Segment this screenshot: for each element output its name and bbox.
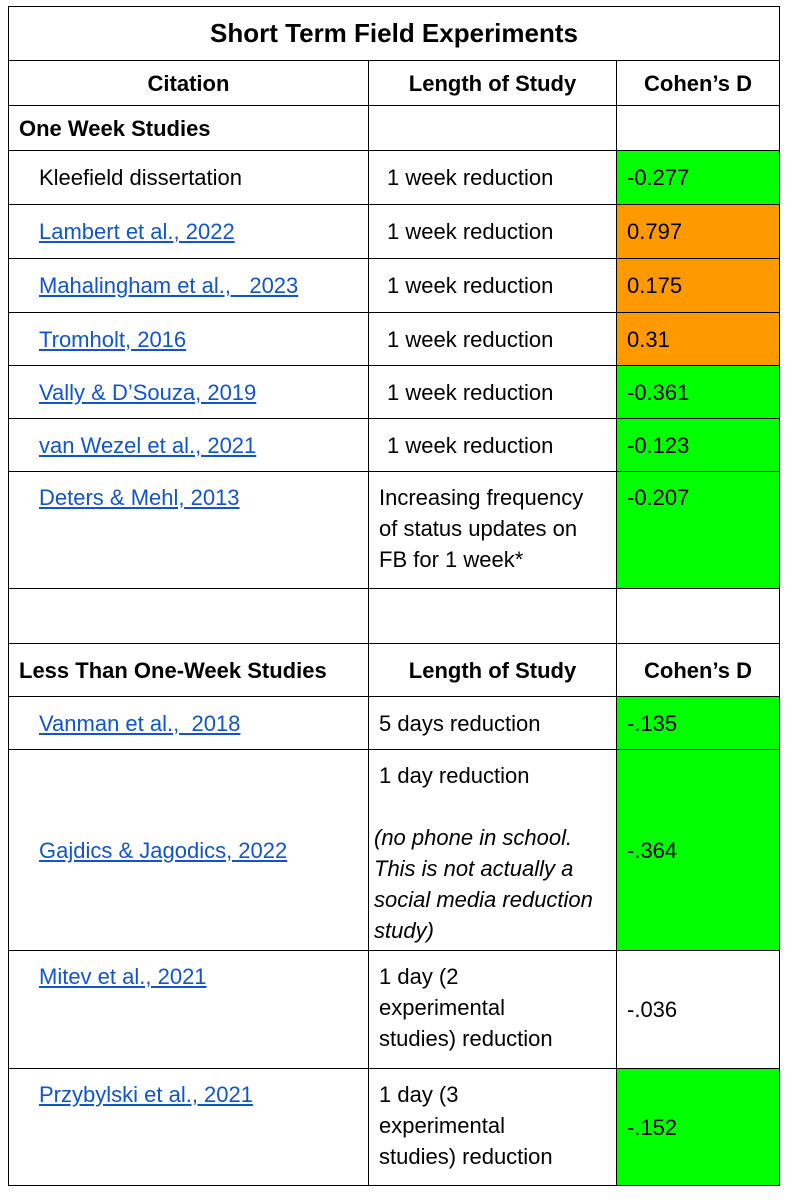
empty-cell xyxy=(617,106,780,151)
length-line: FB for 1 week* xyxy=(379,547,524,572)
section-label-one-week: One Week Studies xyxy=(9,106,369,151)
length-cell: 1 week reduction xyxy=(369,419,617,472)
citation-link[interactable]: Vanman et al., 2018 xyxy=(39,710,241,736)
length-line: experimental xyxy=(379,995,505,1020)
table-row xyxy=(9,151,780,205)
citation-cell xyxy=(9,951,369,1069)
citation-link[interactable]: Gajdics & Jagodics, 2022 xyxy=(39,837,288,863)
table-row xyxy=(9,472,780,589)
cohens-d-cell: 0.31 xyxy=(617,313,780,366)
length-line: Increasing frequency xyxy=(379,485,584,510)
citation-text: Kleefield dissertation xyxy=(39,165,243,190)
length-line: studies) reduction xyxy=(379,1144,553,1169)
cohens-d-cell: -.135 xyxy=(617,697,780,750)
cohens-d-cell: -0.277 xyxy=(617,151,780,205)
citation-header: Citation xyxy=(9,61,369,106)
length-line: 1 day (3 xyxy=(379,1082,459,1107)
spacer-row xyxy=(9,589,780,644)
citation-cell xyxy=(9,750,369,951)
citation-cell xyxy=(9,697,369,750)
length-cell xyxy=(369,472,617,589)
length-cell: 1 week reduction xyxy=(369,366,617,419)
table-row xyxy=(9,750,780,951)
blank-line xyxy=(374,791,616,822)
citation-link[interactable]: van Wezel et al., 2021 xyxy=(39,432,257,458)
citation-link[interactable]: Mitev et al., 2021 xyxy=(39,964,207,989)
table-row xyxy=(9,1069,780,1186)
cohens-d-cell: -.152 xyxy=(617,1069,780,1186)
cohens-d-cell: -0.123 xyxy=(617,419,780,472)
length-cell xyxy=(369,951,617,1069)
length-line: 1 day reduction xyxy=(379,763,530,788)
length-line: experimental xyxy=(379,1113,505,1138)
citation-cell xyxy=(9,419,369,472)
length-line: studies) reduction xyxy=(379,1026,553,1051)
cohens-d-cell: -0.361 xyxy=(617,366,780,419)
citation-cell xyxy=(9,205,369,259)
length-note-line: This is not actually a xyxy=(374,856,574,881)
length-header: Length of Study xyxy=(369,644,617,697)
cohens-d-cell: 0.175 xyxy=(617,259,780,313)
table-title: Short Term Field Experiments xyxy=(9,7,780,61)
citation-link[interactable]: Deters & Mehl, 2013 xyxy=(39,485,240,510)
length-cell xyxy=(369,750,617,951)
citation-link[interactable]: Vally & D’Souza, 2019 xyxy=(39,379,257,405)
citation-link[interactable]: Lambert et al., 2022 xyxy=(39,219,235,244)
citation-link[interactable]: Mahalingham et al., 2023 xyxy=(39,273,299,298)
length-cell: 1 week reduction xyxy=(369,205,617,259)
length-header: Length of Study xyxy=(369,61,617,106)
section-label-less-than-one-week: Less Than One-Week Studies xyxy=(9,644,369,697)
length-note-line: social media reduction xyxy=(374,887,593,912)
length-cell: 5 days reduction xyxy=(369,697,617,750)
citation-cell xyxy=(9,366,369,419)
table-row xyxy=(9,951,780,1069)
length-note-line: study) xyxy=(374,918,434,943)
citation-cell xyxy=(9,1069,369,1186)
table-row xyxy=(9,205,780,259)
cohens-d-header: Cohen’s D xyxy=(617,61,780,106)
citation-link[interactable]: Tromholt, 2016 xyxy=(39,326,187,352)
citation-cell xyxy=(9,472,369,589)
cohens-d-cell: 0.797 xyxy=(617,205,780,259)
empty-cell xyxy=(9,589,369,644)
length-cell: 1 week reduction xyxy=(369,313,617,366)
citation-cell xyxy=(9,259,369,313)
table-row xyxy=(9,313,780,366)
length-cell: 1 week reduction xyxy=(369,259,617,313)
empty-cell xyxy=(369,106,617,151)
length-cell xyxy=(369,1069,617,1186)
table-row xyxy=(9,697,780,750)
table-row xyxy=(9,259,780,313)
citation-cell xyxy=(9,151,369,205)
cohens-d-cell: -.364 xyxy=(617,750,780,951)
citation-link[interactable]: Przybylski et al., 2021 xyxy=(39,1082,253,1107)
length-line: of status updates on xyxy=(379,516,578,541)
citation-cell xyxy=(9,313,369,366)
table-row xyxy=(9,366,780,419)
cohens-d-header: Cohen’s D xyxy=(617,644,780,697)
empty-cell xyxy=(617,589,780,644)
empty-cell xyxy=(369,589,617,644)
table-row xyxy=(9,419,780,472)
cohens-d-cell: -0.207 xyxy=(617,472,780,589)
short-term-field-experiments-table xyxy=(8,6,780,1186)
length-note-line: (no phone in school. xyxy=(374,825,573,850)
cohens-d-cell: -.036 xyxy=(617,951,780,1069)
length-line: 1 day (2 xyxy=(379,964,459,989)
length-cell: 1 week reduction xyxy=(369,151,617,205)
